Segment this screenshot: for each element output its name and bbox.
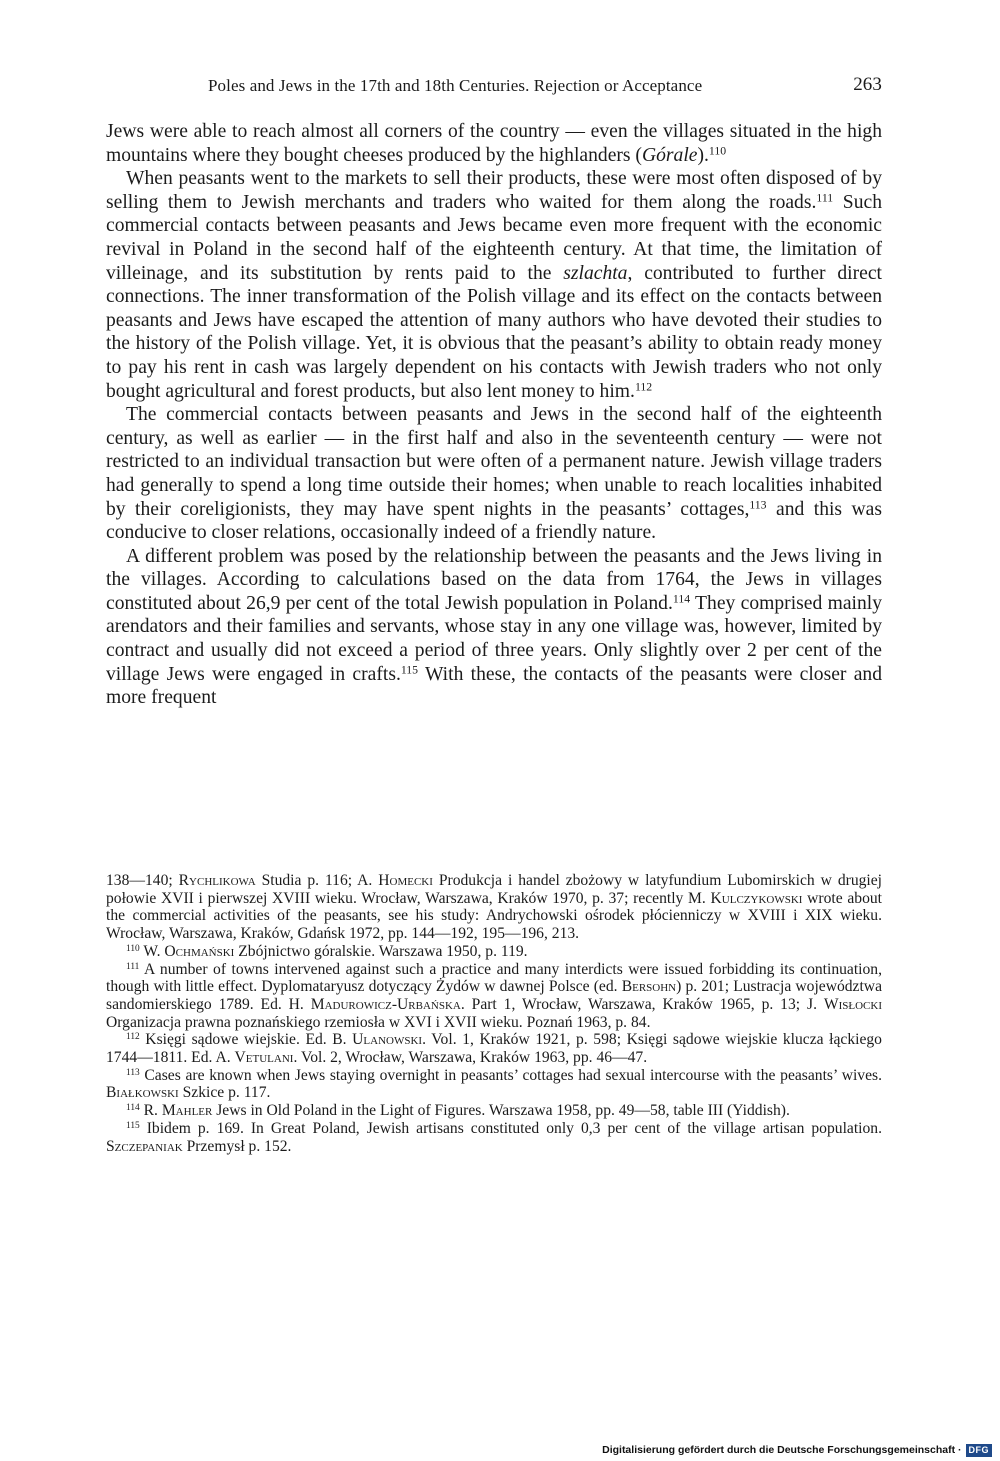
- text-run: . Vol. 2, Wrocław, Warszawa, Kraków 1963, pp. 46—47.: [293, 1049, 648, 1067]
- text-run: When peasants went to the markets to sell their products, these were most often disposed of by selling them to Jewish merchants and traders who waited for them along the roads.: [106, 168, 882, 213]
- text-run: Jews in Old Poland in the Light of Figures. Warszawa 1958, pp. 49—58, table III (Yiddish).: [212, 1102, 790, 1120]
- text-run: Cases are known when Jews staying overnight in peasants’ cottages had sexual intercourse with the peasants’ wives.: [139, 1066, 882, 1084]
- footnote-number: 112: [126, 1032, 140, 1043]
- paragraph-2: [106, 167, 882, 403]
- footnote-ref: 111: [816, 191, 834, 205]
- author-name: Madurowicz-Urbańska: [310, 995, 461, 1013]
- text-run: Produkcja i handel zbożowy w latyfundium Lubomirskich w drugiej połowie XVII i pierwszej XVIII wieku. Wrocław, Warszawa, Kraków 1970, p. 37; recently M.: [106, 872, 883, 907]
- text-run: A number of towns intervened against such a practice and many interdicts were issued forbidding its continuation, though with little effect. Dyplomataryusz dotyczący Żydów w dawnej Polsce (ed.: [106, 960, 882, 996]
- dfg-logo: DFG: [966, 1444, 993, 1457]
- text-run: 138—140;: [106, 872, 179, 889]
- author-name: Mahler: [161, 1102, 213, 1120]
- footnote-number: 113: [126, 1067, 140, 1078]
- text-run: wrote about the commercial activities of the peasants, see his study: Andrychowski ośrodek płócienniczy w XVIII i XIX wieku. Wrocław, Warszawa, Kraków, Gdańsk 1972, pp. 144—192, 195—196, 213.: [106, 889, 882, 943]
- text-run: . Vol. 1, Kraków 1921, p. 598; Księgi sądowe wiejskie klucza łąckiego 1744—1811. Ed. A.: [106, 1031, 882, 1067]
- text-run: ).: [697, 144, 709, 166]
- footnotes: [106, 872, 882, 1155]
- text-run: Ibidem p. 169. In Great Poland, Jewish artisans constituted only 0,3 per cent of the village artisan population.: [139, 1119, 882, 1137]
- text-run: , contributed to further direct connections. The inner transformation of the Polish village and its effect on the contacts between peasants and Jews have escaped the attention of many authors who have devoted their studies to the history of the Polish village. Yet, it is obvious that the peasant’s ability to obtain ready money to pay his rent in cash was largely dependent on his contacts with Jewish traders who not only bought agricultural and forest products, but also lent money to him.: [106, 262, 882, 402]
- page-header: [106, 74, 882, 102]
- footnote-continued: [106, 872, 882, 943]
- footnote-112: [106, 1031, 882, 1066]
- italic-term: szlachta: [563, 262, 628, 284]
- author-name: Rychlikowa: [178, 872, 256, 889]
- italic-term: Górale: [641, 144, 698, 166]
- text-run: ) p. 201; Lustracja województwa sandomierskiego 1789. Ed. H.: [106, 978, 882, 1013]
- paragraph-1: [106, 120, 882, 167]
- footnote-ref: 112: [634, 380, 653, 394]
- footer-text: Digitalisierung gefördert durch die Deutsche Forschungsgemeinschaft ·: [602, 1444, 962, 1456]
- text-run: Organizacja prawna poznańskiego rzemiosła w XVI i XVII wieku. Poznań 1963, p. 84.: [106, 1013, 651, 1031]
- text-run: and this was conducive to closer relations, occasionally indeed of a friendly nature.: [106, 498, 882, 544]
- text-run: The commercial contacts between peasants and Jews in the second half of the eighteenth century, as well as earlier — in the first half and also in the seventeenth century — were not restricted to an individual transaction but were often of a permanent nature. Jewish village traders had generally to spend a long time outside their homes; when unable to reach localities inhabited by their coreligionists, they may have spent nights in the peasants’ cottages,: [106, 404, 882, 520]
- text-run: Szkice p. 117.: [178, 1084, 271, 1102]
- text-run: A different problem was posed by the relationship between the peasants and the Jews living in the villages. According to calculations based on the data from 1764, the Jews in villages constituted about 26,9 per cent of the total Jewish population in Poland.: [106, 545, 882, 614]
- footnote-number: 115: [126, 1120, 140, 1131]
- author-name: Bersohn: [621, 978, 677, 996]
- footnote-ref: 115: [400, 663, 419, 677]
- running-head: Poles and Jews in the 17th and 18th Centuries. Rejection or Acceptance: [208, 76, 703, 95]
- footnote-number: 111: [126, 961, 140, 972]
- author-name: Szczepaniak: [106, 1137, 183, 1155]
- text-run: Księgi sądowe wiejskie. Ed. B.: [139, 1031, 353, 1049]
- text-run: Zbójnictwo góralskie. Warszawa 1950, p. 119.: [234, 942, 528, 960]
- footnote-number: 110: [126, 943, 140, 954]
- text-run: . Part 1, Wrocław, Warszawa, Kraków 1965, p. 13; J.: [460, 995, 824, 1013]
- text-run: They comprised mainly arendators and their families and servants, whose stay in any one village was, however, limited by contract and usually did not exceed a period of three years. Only slightly over 2 per cent of the village Jews were engaged in crafts.: [106, 592, 883, 685]
- page-number: 263: [853, 74, 882, 95]
- footnote-number: 114: [126, 1103, 140, 1113]
- text-run: Przemysł p. 152.: [182, 1137, 292, 1155]
- text-run: Jews were able to reach almost all corners of the country — even the villages situated in the high mountains where they bought cheeses produced by the highlanders (: [106, 121, 882, 166]
- text-run: With these, the contacts of the peasants were closer and more frequent: [106, 663, 883, 709]
- footnote-ref: 113: [749, 498, 767, 512]
- author-name: Kulczykowski: [710, 889, 803, 907]
- footnote-ref: 114: [672, 592, 691, 606]
- footnote-114: [106, 1102, 882, 1120]
- paragraph-3: [106, 403, 882, 545]
- footnote-115: [106, 1120, 882, 1155]
- author-name: Ulanowski: [352, 1031, 423, 1049]
- footnote-ref: 110: [708, 144, 727, 158]
- main-text: [106, 120, 882, 710]
- footnote-111: [106, 961, 882, 1032]
- author-name: Ochmański: [164, 942, 235, 960]
- author-name: Wisłocki: [823, 995, 882, 1013]
- author-name: Białkowski: [106, 1084, 179, 1102]
- footnote-110: [106, 943, 882, 961]
- text-run: Such commercial contacts between peasants and Jews became even more frequent with the economic revival in Poland in the second half of the eighteenth century. At that time, the limitation of villeinage, and its substitution by rents paid to the: [106, 191, 882, 284]
- author-name: Vetulani: [234, 1049, 294, 1067]
- text-run: R.: [139, 1102, 162, 1120]
- text-run: W.: [139, 942, 165, 960]
- text-run: Studia p. 116; A.: [255, 872, 379, 889]
- author-name: Homecki: [378, 872, 433, 889]
- digitization-footer: [602, 1441, 992, 1459]
- paragraph-4: [106, 545, 882, 710]
- footnote-113: [106, 1067, 882, 1102]
